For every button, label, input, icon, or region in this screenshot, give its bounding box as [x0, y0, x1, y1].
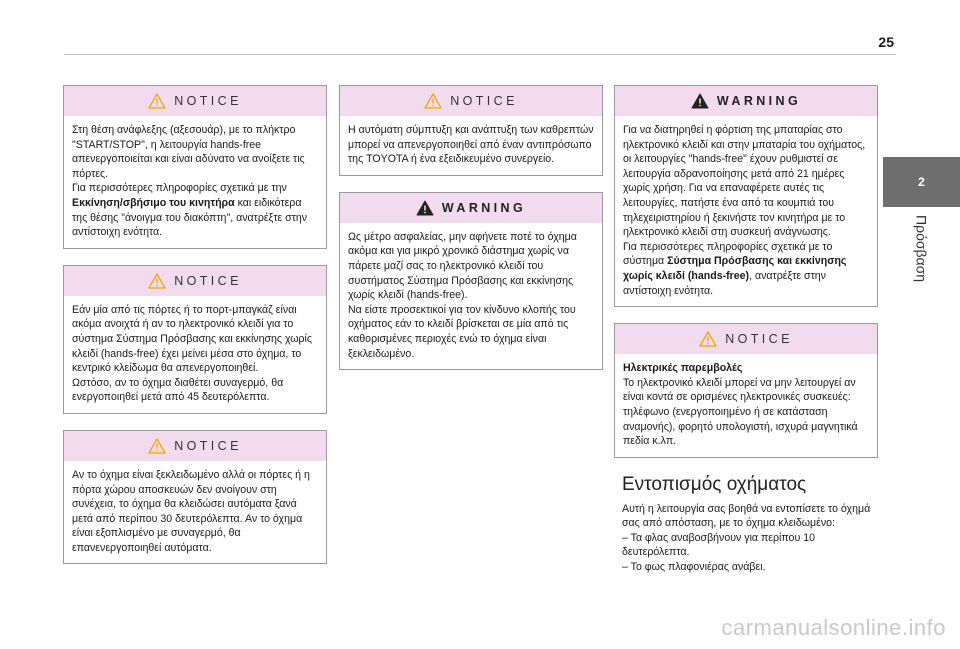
chapter-label-text: Πρόσβαση — [913, 215, 930, 283]
notice-header — [615, 324, 877, 354]
notice-heading — [623, 361, 869, 376]
notice-body — [64, 461, 326, 564]
notice-box — [614, 323, 878, 458]
warning-triangle-icon — [416, 200, 434, 216]
watermark: carmanualsonline.info — [721, 615, 946, 640]
paragraph — [72, 181, 318, 239]
caution-triangle-icon — [148, 273, 166, 289]
column-3 — [614, 85, 878, 575]
notice-title: NOTICE — [174, 94, 242, 108]
list-item: – Το φως πλαφονιέρας ανάβει. — [622, 561, 766, 574]
paragraph — [623, 240, 869, 298]
notice-box — [339, 85, 603, 176]
chapter-tab[interactable] — [883, 157, 960, 207]
paragraph: Ωστόσο, αν το όχημα διαθέτει συναγερμό, θα ενεργοποιηθεί μετά από 45 δευτερόλεπτα. — [72, 376, 284, 404]
bold-text: Ηλεκτρικές παρεμβολές — [623, 362, 743, 375]
bold-text: Εκκίνηση/σβήσιμο του κινητήρα — [72, 196, 235, 209]
list-item: – Τα φλας αναβοσβήνουν για περίπου 10 δευτερόλεπτα. — [622, 531, 815, 559]
warning-body — [340, 223, 602, 369]
paragraph: Ως μέτρο ασφαλείας, μην αφήνετε ποτέ το όχημα ακόμα και για μικρό χρονικό διάστημα χωρίς να πάρετε μαζί σας το ηλεκτρονικό κλειδί του συστήματος Σύστημα Πρόσβασης και εκκίνησης χωρίς κλειδί (hands-free). — [348, 230, 577, 302]
caution-triangle-icon — [148, 438, 166, 454]
notice-title: NOTICE — [174, 438, 242, 453]
notice-header — [64, 431, 326, 461]
notice-title: NOTICE — [725, 332, 793, 347]
paragraph: Αυτή η λειτουργία σας βοηθά να εντοπίσετε το όχημά σας από απόσταση, με το όχημα κλειδωμένο: — [622, 502, 871, 530]
section-body — [614, 502, 878, 575]
warning-header — [340, 193, 602, 223]
paragraph: Για να διατηρηθεί η φόρτιση της μπαταρίας στο ηλεκτρονικό κλειδί και στην μπαταρία του οχήματος, οι λειτουργίες "hands-free" έχουν ρυθμιστεί σε λειτουργία αδρανοποίησης μετά από 21 ημέρες χωρίς χρήση. Για να επαναφέρετε αυτές τις λειτουργίες, πατήστε ένα από τα κουμπιά του τηλεχειριστηρίου ή ξεκινήστε τον κινητήρα με το ηλεκτρονικό κλειδί στη συσκευή ανάγνωσης. — [623, 124, 866, 239]
text: , ανατρέξτε στην αντίστοιχη ενότητα. — [623, 269, 826, 297]
notice-header — [64, 266, 326, 296]
warning-body — [615, 116, 877, 306]
chapter-tab-number: 2 — [918, 175, 925, 189]
warning-header — [615, 86, 877, 116]
notice-body — [615, 354, 877, 457]
warning-title: WARNING — [441, 200, 527, 215]
warning-box — [614, 85, 878, 307]
notice-header — [64, 86, 326, 116]
caution-triangle-icon — [699, 331, 717, 347]
paragraph: Αν το όχημα είναι ξεκλειδωμένο αλλά οι πόρτες ή η πόρτα χώρου αποσκευών δεν ανοίγουν στη συνέχεια, το όχημα θα κλειδώσει αυτόματα ξανά μετά από περίπου 30 δευτερόλεπτα. Αν το όχημα είναι εξοπλισμένο με συναγερμό, θα επανενεργοποιηθεί αυτόματα. — [72, 468, 310, 554]
notice-body — [64, 296, 326, 413]
warning-triangle-icon — [691, 93, 709, 109]
paragraph: Να είστε προσεκτικοί για τον κίνδυνο κλοπής του οχήματος εάν το κλειδί βρίσκεται σε μία από τις καθορισμένες περιοχές ενώ το όχημα είναι ξεκλειδωμένο. — [348, 303, 576, 360]
section-title: Εντοπισμός οχήματος — [622, 473, 807, 495]
notice-box — [63, 85, 327, 249]
text: και ειδικότερα της θέσης "άνοιγμα του διακόπτη", ανατρέξτε στην αντίστοιχη ενότητα. — [72, 196, 308, 239]
caution-triangle-icon — [424, 93, 442, 109]
paragraph: Στη θέση ανάφλεξης (αξεσουάρ), με το πλήκτρο "START/STOP", η λειτουργία hands-free απενεργοποιείται και είναι αδύνατο να ανοίξετε τις πόρτες. — [72, 124, 305, 180]
paragraph: Το ηλεκτρονικό κλειδί μπορεί να μην λειτουργεί αν είναι κοντά σε ορισμένες ηλεκτρονικές συσκευές: τηλέφωνο (ενεργοποιημένο ή σε κατάσταση αναμονής), φορητό υπολογιστή, ισχυρά μαγνητικά πεδία κ.λπ. — [623, 376, 858, 448]
notice-header — [340, 86, 602, 116]
paragraph: Η αυτόματη σύμπτυξη και ανάπτυξη των καθρεπτών μπορεί να απενεργοποιηθεί από έναν αντιπρόσωπο της TOYOTA ή ένα εξειδικευμένο συνεργείο. — [348, 124, 594, 166]
warning-box — [339, 192, 603, 370]
notice-body — [64, 116, 326, 248]
text: Για περισσότερες πληροφορίες σχετικά με την — [72, 182, 287, 195]
notice-box — [63, 430, 327, 565]
notice-body — [340, 116, 602, 175]
notice-title: NOTICE — [174, 273, 242, 288]
bold-text: Σύστημα Πρόσβασης και εκκίνησης χωρίς κλειδί (hands-free) — [623, 255, 847, 282]
column-1 — [63, 85, 327, 580]
header-rule — [64, 54, 896, 55]
paragraph: Εάν μία από τις πόρτες ή το πορτ-μπαγκάζ είναι ακόμα ανοιχτά ή αν το ηλεκτρονικό κλειδί για το σύστημα Σύστημα Πρόσβασης και εκκίνησης χωρίς κλειδί (hands-free) έχει μείνει μέσα στο όχημα, το κεντρικό κλείδωμα θα απενεργοποιηθεί. — [72, 303, 313, 375]
column-2 — [339, 85, 603, 386]
page-number: 25 — [878, 34, 894, 50]
notice-title: NOTICE — [450, 94, 518, 108]
warning-title: WARNING — [716, 94, 802, 108]
text: Για περισσότερες πληροφορίες σχετικά με το σύστημα — [623, 240, 833, 268]
chapter-label — [883, 215, 960, 305]
notice-box — [63, 265, 327, 414]
caution-triangle-icon — [148, 93, 166, 109]
